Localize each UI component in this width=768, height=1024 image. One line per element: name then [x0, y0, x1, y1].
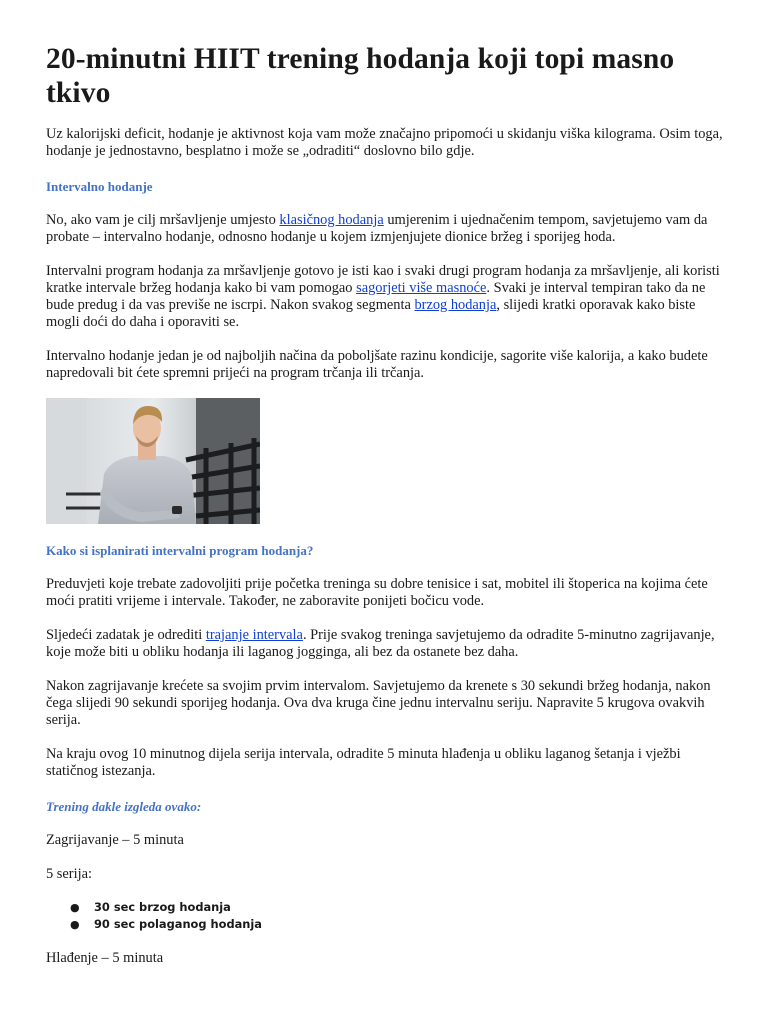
bullet-icon: ● [70, 901, 80, 914]
intro-paragraph: Uz kalorijski deficit, hodanje je aktivnost koja vam može značajno pripomoći u skidanju viška kilograma. Osim toga, hodanje je jednostavno, besplatno i može se „odraditi“ doslovno bilo gdje. [46, 126, 723, 159]
series-line: 5 serija: [46, 866, 92, 882]
article-title: 20-minutni HIIT trening hodanja koji topi masno tkivo [46, 43, 675, 109]
paragraph-6: Nakon zagrijavanje krećete sa svojim prvim intervalom. Savjetujemo da krenete s 30 sekundi bržeg hodanja, nakon čega slijedi 90 sekundi sporijeg hodanja. Ova dva kruga čine jednu intervalnu seriju. Napravite 5 krugova ovakvih serija. [46, 678, 711, 728]
paragraph-2: Intervalni program hodanja za mršavljenje gotovo je isti kao i svaki drugi program hodanja za mršavljenje, ali koristi kratke intervale bržeg hodanja kako bi vam pomogao sagorjeti više masnoće. Svaki je interval tempiran tako da ne bude predug i da vas previše ne iscrpi. Nakon svakog segmenta brzog hodanja, slijedi kratki oporavak kako biste mogli doći do daha i oporaviti se. [46, 263, 720, 330]
paragraph-7: Na kraju ovog 10 minutnog dijela serija intervala, odradite 5 minuta hlađenja u obliku laganog šetanja i vježbi statičnog istezanja. [46, 746, 681, 779]
link-burn-more-fat[interactable]: sagorjeti više masnoće [356, 280, 487, 296]
paragraph-5: Sljedeći zadatak je odrediti trajanje intervala. Prije svakog treninga savjetujemo da odradite 5-minutno zagrijavanje, koje može biti u obliku hodanja ili laganog jogginga, ali bez da ostanete bez daha. [46, 627, 715, 660]
warmup-line: Zagrijavanje – 5 minuta [46, 832, 184, 848]
link-fast-walking[interactable]: brzog hodanja [414, 297, 497, 313]
paragraph-4: Preduvjeti koje trebate zadovoljiti prije početka treninga su dobre tenisice i sat, mobitel ili štoperica na kojima ćete moći pratiti vrijeme i intervale. Također, ne zaboravite ponijeti bočicu vode. [46, 576, 708, 609]
section-heading-training: Trening dakle izgleda ovako: [46, 799, 202, 814]
section-heading-plan: Kako si isplanirati intervalni program hodanja? [46, 543, 314, 558]
link-classic-walking[interactable]: klasičnog hodanja [279, 212, 384, 228]
link-interval-duration[interactable]: trajanje intervala [205, 627, 303, 643]
bullet-icon: ● [70, 918, 80, 931]
paragraph-1: No, ako vam je cilj mršavljenje umjesto klasičnog hodanja umjerenim i ujednačenim tempom, savjetujemo vam da probate – intervalno hodanje, odnosno hodanje u kojem izmjenjujete dionice bržeg i sporijeg hoda. [46, 212, 708, 245]
paragraph-3: Intervalno hodanje jedan je od najboljih načina da poboljšate razinu kondicije, sagorite više kalorija, a kako budete napredovali bit ćete spremni prijeći na program trčanja ili trčanja. [46, 348, 708, 381]
series-list [46, 899, 722, 933]
article-photo [46, 398, 260, 524]
cooldown-line: Hlađenje – 5 minuta [46, 950, 164, 966]
list-item: ● 30 sec brzog hodanja [70, 900, 231, 914]
list-item: ● 90 sec polaganog hodanja [70, 917, 262, 931]
section-heading-interval-walking: Intervalno hodanje [46, 179, 153, 194]
